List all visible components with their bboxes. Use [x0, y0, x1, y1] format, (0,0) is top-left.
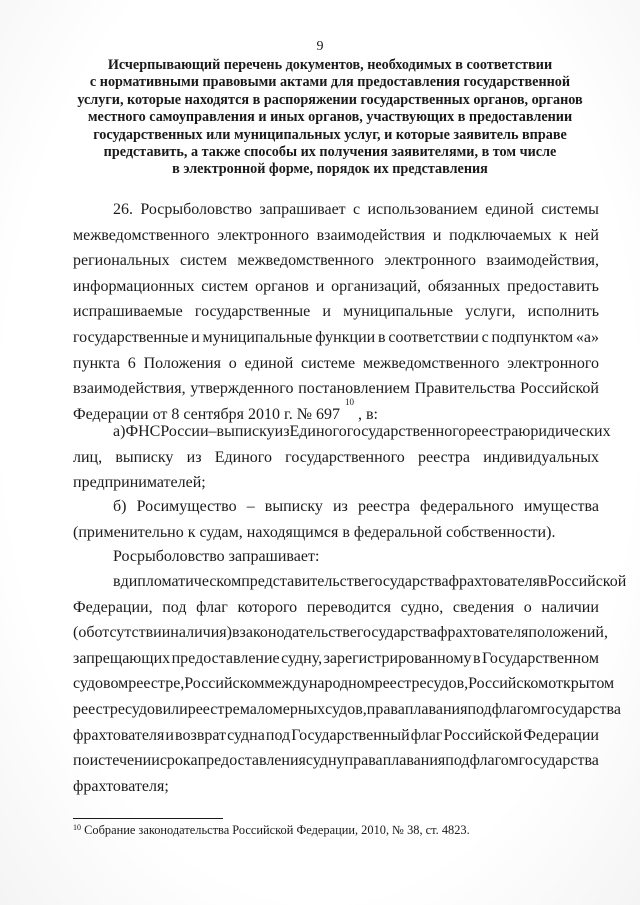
heading-line: Исчерпывающий перечень документов, необходимых в соответствии: [107, 57, 553, 73]
word: государства: [540, 700, 621, 718]
word: межведомственного: [362, 354, 500, 372]
word: или: [162, 700, 188, 718]
word: Единого: [289, 423, 347, 440]
text-segment: , в:: [357, 405, 378, 423]
text-segment: (применительно к судам, находящимся в федеральной собственности).: [73, 523, 556, 541]
text-line: [73, 620, 608, 646]
word: соответствии: [388, 328, 479, 346]
text-line: [73, 351, 599, 377]
word: выписку: [264, 498, 323, 515]
word: фрахтователя: [73, 726, 165, 744]
text-segment: фрахтователя;: [73, 777, 169, 795]
word: судно,: [400, 598, 444, 616]
word: реестра: [357, 498, 410, 515]
word: единой: [485, 201, 534, 218]
word: по: [73, 752, 90, 770]
word: фрахтователя: [437, 624, 529, 642]
word: о: [228, 354, 237, 372]
word: права: [344, 752, 383, 770]
word: Росрыболовство: [140, 201, 253, 218]
text-segment: Росрыболовство запрашивает:: [113, 548, 320, 565]
section-heading: [60, 57, 600, 179]
paragraph-26: [73, 197, 599, 427]
word: выписку: [115, 448, 174, 466]
word: из: [332, 498, 348, 515]
item-a: [73, 419, 611, 496]
word: исполнить: [527, 303, 599, 321]
word: и: [322, 303, 331, 321]
word: флагом: [491, 700, 541, 718]
requests-paragraph: [73, 544, 599, 570]
text-line: [73, 544, 599, 570]
word: юридических: [518, 423, 611, 440]
word: в: [539, 573, 548, 590]
heading-line: с нормативными правовыми актами для предоставления государственной: [89, 74, 571, 91]
word: истечении: [89, 752, 160, 770]
word: муниципальные: [202, 328, 313, 346]
word: государственные: [194, 303, 311, 321]
word: реестре: [73, 700, 125, 718]
word: б): [113, 498, 127, 515]
word: маломерных: [239, 700, 326, 718]
footnote: [73, 823, 470, 838]
word: реестре: [374, 675, 427, 693]
word: переводится: [306, 598, 391, 616]
text-line: [73, 445, 599, 471]
word: ней: [574, 226, 599, 244]
heading-line: услуги, которые находятся в распоряжении государственных органов, органов: [77, 91, 583, 108]
text-segment: Федерации от 8 сентября 2010 г. № 697: [73, 405, 340, 423]
word: судов,: [426, 675, 469, 693]
word: взаимодействия: [316, 226, 426, 244]
word: судов: [125, 700, 163, 718]
word: постановлением: [298, 380, 410, 398]
word: под: [162, 598, 187, 616]
diplomatic-paragraph: [73, 569, 627, 799]
word: Государственный: [291, 726, 410, 744]
word: Российском: [184, 675, 265, 693]
word: реестра: [466, 423, 519, 440]
word: реестре: [187, 700, 240, 718]
footnote-reference: 10: [344, 396, 354, 407]
word: –: [208, 423, 217, 440]
word: наличия): [170, 624, 232, 642]
word: Российской: [443, 726, 523, 744]
word: права: [366, 700, 405, 718]
text-line: [73, 494, 599, 520]
word: плавания: [404, 700, 468, 718]
word: Российской: [547, 573, 627, 590]
word: региональных: [73, 252, 170, 270]
word: предоставить: [507, 277, 599, 295]
word: федерального: [420, 498, 514, 515]
word: индивидуальных: [483, 448, 599, 466]
word: (об: [73, 624, 95, 642]
text-line: [73, 520, 599, 546]
word: в: [378, 328, 386, 346]
heading-line: государственных или муниципальных услуг, и которые заявитель вправе: [93, 126, 567, 143]
word: Российской: [520, 380, 599, 398]
word: государственные: [73, 328, 189, 346]
word: судна: [227, 726, 265, 744]
footnote-number: 10: [73, 823, 81, 832]
word: представительстве: [241, 573, 369, 590]
word: флаг: [410, 726, 443, 744]
word: судовом: [73, 675, 129, 693]
word: запрашивает: [259, 201, 346, 218]
heading-line: представить, а также способы их получения заявителями, в том числе: [103, 144, 557, 161]
text-line: [73, 419, 611, 445]
word: возврат: [175, 726, 227, 744]
page-number: 9: [316, 39, 324, 54]
word: плавания: [382, 752, 446, 770]
word: а): [113, 423, 126, 440]
text-line: [73, 646, 599, 672]
text-segment: предпринимателей;: [73, 474, 206, 492]
word: наличии: [541, 598, 599, 616]
word: лиц,: [73, 448, 103, 466]
word: межведомственного: [237, 252, 374, 270]
text-line: [73, 595, 599, 621]
word: к: [559, 226, 568, 244]
word: электронного: [384, 252, 477, 270]
word: законодательстве: [239, 624, 357, 642]
word: реестра: [418, 448, 471, 466]
text-line: [73, 325, 599, 351]
word: международном: [264, 675, 375, 693]
text-line: [73, 299, 599, 325]
word: срока: [159, 752, 198, 770]
word: обязанных: [427, 277, 501, 295]
footnote-text: Собрание законодательства Российской Федерации, 2010, № 38, ст. 4823.: [84, 823, 470, 837]
word: с: [481, 328, 489, 346]
footnote-divider: [73, 818, 223, 819]
word: сведения: [452, 598, 515, 616]
item-b: [73, 494, 599, 545]
word: судну,: [281, 649, 323, 667]
heading-line: местного самоуправления и иных органов, участвующих в предоставлении: [87, 109, 573, 126]
word: Федерации,: [73, 598, 153, 616]
word: России: [160, 423, 209, 440]
text-line: [73, 723, 599, 749]
text-line: [73, 569, 627, 595]
word: выписку: [216, 423, 275, 440]
text-line: [73, 697, 621, 723]
word: отсутствии: [94, 624, 171, 642]
word: дипломатическом: [120, 573, 242, 590]
text-line: [73, 197, 599, 223]
word: Федерации: [523, 726, 599, 744]
word: информационных: [73, 277, 195, 295]
word: пункта: [73, 354, 120, 372]
word: 6: [127, 354, 136, 372]
word: государства: [368, 573, 449, 590]
word: в: [231, 624, 240, 642]
text-line: [73, 274, 599, 300]
word: подключаемых: [449, 226, 552, 244]
word: флагом: [469, 752, 519, 770]
word: использованием: [367, 201, 478, 218]
word: государства: [518, 752, 599, 770]
word: судну: [305, 752, 345, 770]
word: муниципальные: [343, 303, 454, 321]
word: открытом: [548, 675, 615, 693]
word: запрещающих: [73, 649, 171, 667]
word: судов,: [325, 700, 367, 718]
word: и: [165, 726, 174, 744]
word: под: [445, 752, 470, 770]
word: системе: [301, 354, 356, 372]
word: –: [246, 498, 255, 515]
word: под: [265, 726, 291, 744]
word: утвержденного: [190, 380, 294, 398]
heading-line: в электронной форме, порядок их представления: [172, 161, 488, 178]
word: предоставления: [197, 752, 306, 770]
text-line: [73, 223, 599, 249]
word: органов: [255, 277, 309, 295]
word: взаимодействия,: [486, 252, 599, 270]
word: положений,: [528, 624, 608, 642]
word: услуги,: [465, 303, 516, 321]
word: государственного: [285, 448, 405, 466]
word: систем: [180, 252, 227, 270]
word: и: [191, 328, 200, 346]
word: из: [186, 448, 202, 466]
word: о: [523, 598, 532, 616]
word: 26.: [113, 201, 133, 218]
word: с: [353, 201, 361, 218]
word: испрашиваемые: [73, 303, 183, 321]
word: межведомственного: [73, 226, 210, 244]
word: систем: [201, 277, 249, 295]
word: которого: [237, 598, 298, 616]
word: флаг: [196, 598, 228, 616]
word: взаимодействия,: [73, 380, 186, 398]
word: Российском: [468, 675, 549, 693]
word: единой: [244, 354, 294, 372]
word: подпунктом: [491, 328, 574, 346]
word: электронного: [217, 226, 309, 244]
text-line: [73, 376, 599, 402]
word: государственного: [346, 423, 467, 440]
word: предоставление: [171, 649, 280, 667]
text-line: [73, 248, 599, 274]
word: электронного: [507, 354, 599, 372]
word: государства: [356, 624, 438, 642]
word: и: [432, 226, 442, 244]
word: «а»: [575, 328, 599, 346]
text-line: [73, 470, 599, 496]
word: Положения: [143, 354, 221, 372]
word: в: [472, 649, 481, 667]
word: фрахтователя: [448, 573, 540, 590]
word: в: [113, 573, 121, 590]
word: Правительства: [414, 380, 516, 398]
word: Государственном: [481, 649, 599, 667]
word: под: [467, 700, 492, 718]
word: Росимущество: [136, 498, 237, 515]
word: организаций,: [331, 277, 422, 295]
text-line: [73, 671, 615, 697]
word: имущества: [523, 498, 599, 515]
word: Единого: [214, 448, 272, 466]
text-line: [73, 774, 599, 800]
word: ФНС: [125, 423, 161, 440]
text-line: [73, 748, 599, 774]
word: зарегистрированному: [323, 649, 472, 667]
word: из: [274, 423, 290, 440]
word: и: [315, 277, 325, 295]
word: функции: [315, 328, 376, 346]
word: системы: [541, 201, 599, 218]
word: реестре,: [128, 675, 185, 693]
